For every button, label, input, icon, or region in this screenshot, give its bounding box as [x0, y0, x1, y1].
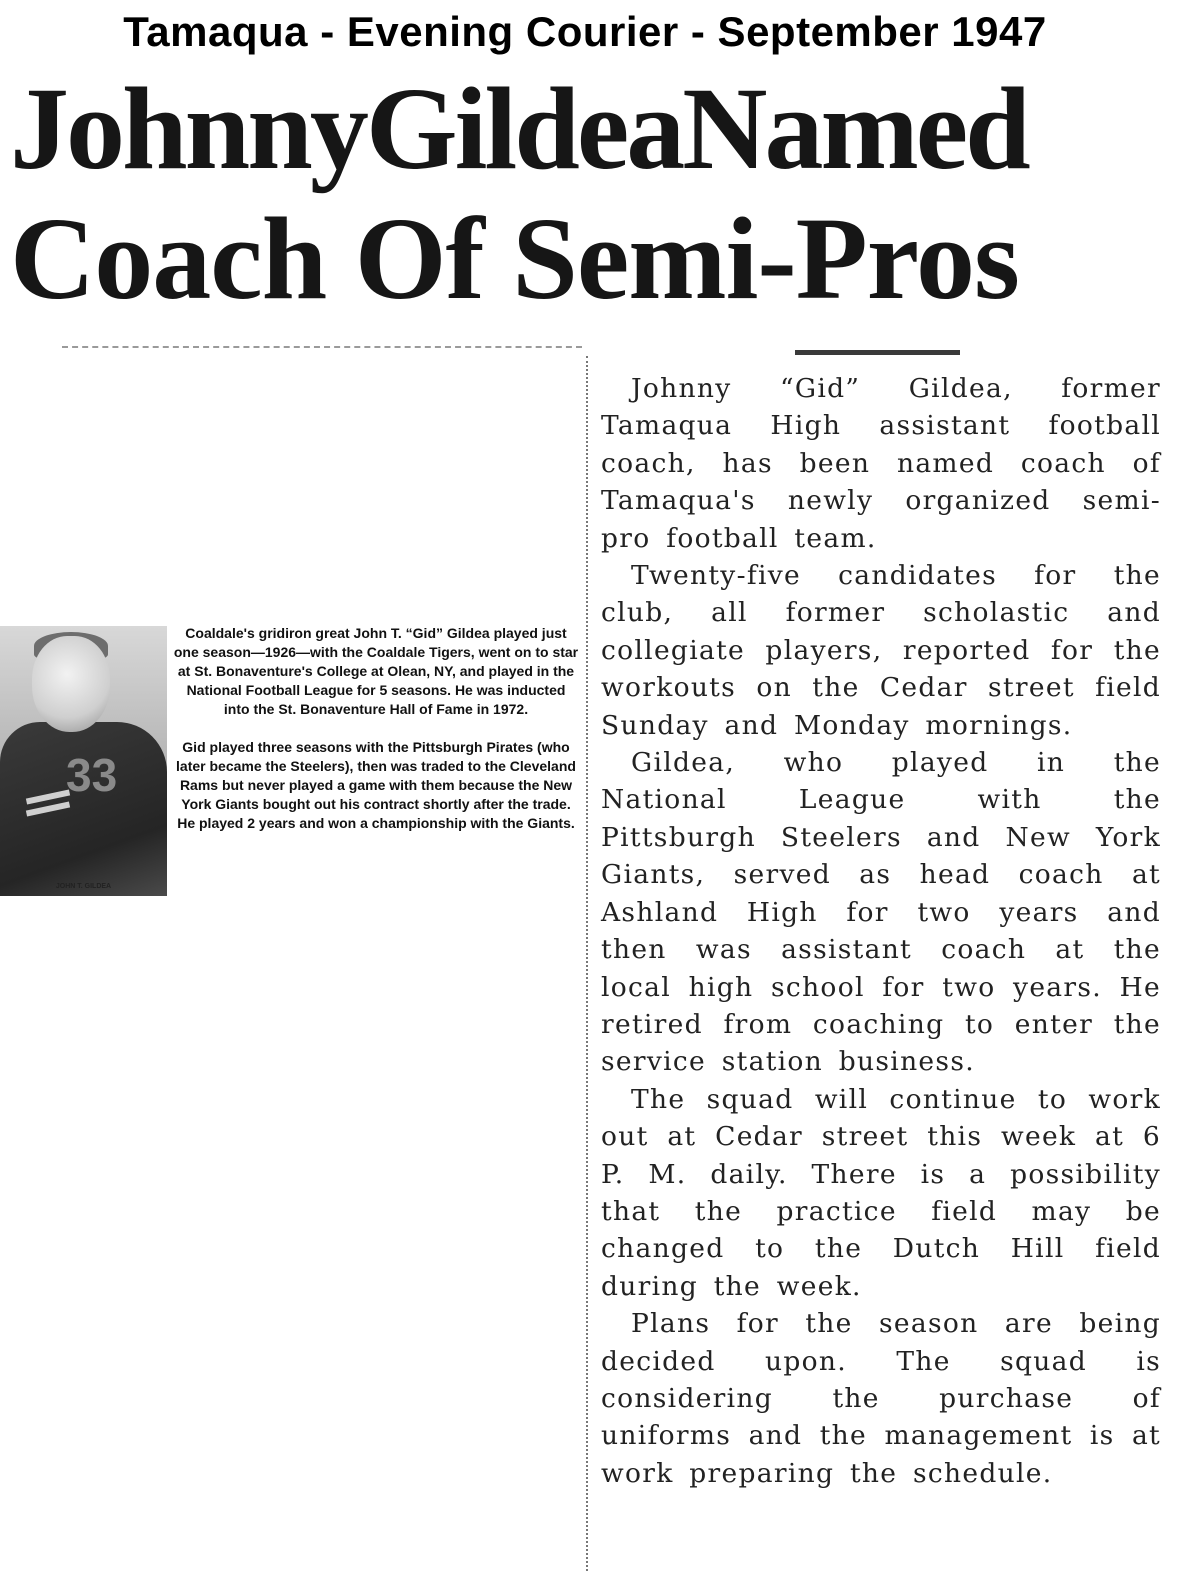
left-divider: [62, 346, 582, 348]
article-body: [601, 370, 1161, 1492]
article-paragraph: Twenty-five candidates for the club, all former scholastic and collegiate players, reported for the workouts on the Cedar street field Sunday and Monday mornings.: [601, 560, 1161, 741]
jersey-number: 33: [66, 749, 118, 801]
photo-label: JOHN T. GILDEA: [55, 883, 112, 890]
photo-caption: [172, 624, 580, 852]
article-paragraph: Plans for the season are being decided upon. The squad is considering the purchase of uniforms and the management is at work preparing the schedule.: [601, 1308, 1161, 1489]
headline-line-1: JohnnyGildeaNamed: [10, 63, 1028, 194]
headline: [10, 63, 1180, 324]
article-paragraph: The squad will continue to work out at Cedar street this week at 6 P. M. daily. There is a possibility that the practice field may be changed to the Dutch Hill field during the week.: [601, 1083, 1161, 1302]
caption-paragraph-2: Gid played three seasons with the Pittsburgh Pirates (who later became the Steelers), then was traded to the Cleveland Rams but never played a game with them because the New York Giants bought out his contract shortly after the trade. He played 2 years and won a championship with the Giants.: [176, 739, 576, 831]
headline-line-2: Coach Of Semi-Pros: [10, 193, 1019, 324]
article-paragraph: Gildea, who played in the National League with the Pittsburgh Steelers and New York Giants, served as head coach at Ashland High for two years and then was assistant coach at the local high school for two years. He retired from coaching to enter the service station business.: [601, 747, 1161, 1078]
caption-paragraph-1: Coaldale's gridiron great John T. “Gid” Gildea played just one season—1926—with the Coaldale Tigers, went on to star at St. Bonaventure's College at Olean, NY, and played in the National Football League for 5 seasons. He was inducted into the St. Bonaventure Hall of Fame in 1972.: [173, 625, 579, 717]
headline-rule: [795, 350, 960, 355]
column-divider: [586, 356, 588, 1571]
source-caption: Tamaqua - Evening Courier - September 1947: [123, 8, 1047, 55]
face-shape: [32, 636, 110, 732]
article-paragraph: Johnny “Gid” Gildea, former Tamaqua High assistant football coach, has been named coach of Tamaqua's newly organized semi-pro football team.: [601, 373, 1161, 554]
player-photo: [0, 626, 167, 896]
